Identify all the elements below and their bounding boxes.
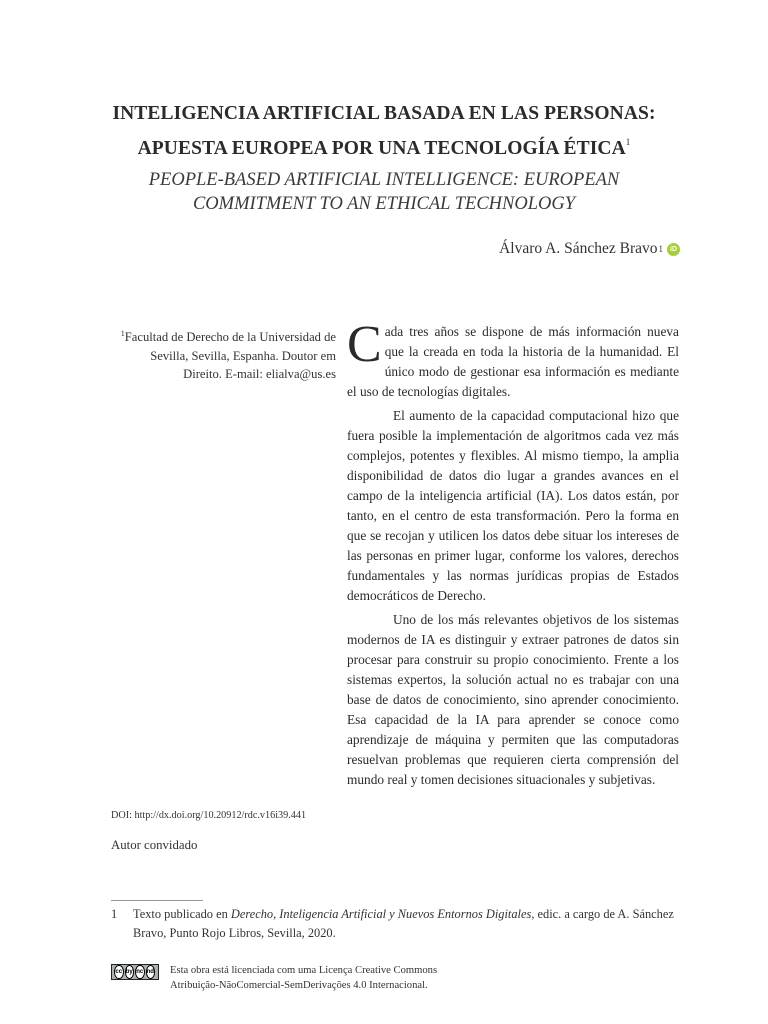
subtitle-line-2: COMMITMENT TO AN ETHICAL TECHNOLOGY [192,194,576,214]
title-line-2 [60,128,708,163]
article-subtitle [60,168,708,216]
cc-by-icon: by [125,965,135,979]
footnote-text-after: , edic. a cargo de A. Sánchez [531,907,674,921]
body-paragraph-1-text: ada tres años se dispone de más información nueva que la creada en toda la historia de la humanidad. El único modo de gestionar esa información es mediante el uso de tecnologías digitales. [347,324,679,399]
license-line-2: Atribuição-NãoComercial-SemDerivações 4.0 Internacional. [170,980,428,991]
body-paragraph-1 [347,316,679,402]
footnote-divider [111,900,203,901]
title-line-1: INTELIGENCIA ARTIFICIAL BASADA EN LAS PERSONAS: [112,103,656,124]
drop-cap: C [347,316,382,373]
subtitle-line-1: PEOPLE-BASED ARTIFICIAL INTELLIGENCE: EUROPEAN [148,170,620,190]
footnote [111,905,684,942]
author-name: Álvaro A. Sánchez Bravo [499,240,658,257]
affiliation-mark: 1 [120,329,125,338]
footnote-number: 1 [111,907,118,921]
guest-author-note: Autor convidado [111,838,198,852]
footnote-book-title: Derecho, Inteligencia Artificial y Nuevos Entornos Digitales [230,907,532,921]
affiliation-text: Facultad de Derecho de la Universidad de Sevilla, Sevilla, Espanha. Doutor em Direito. E-mail: elialva@us.es [124,330,336,381]
doi-link[interactable]: DOI: http://dx.doi.org/10.20912/rdc.v16i39.441 [111,810,307,821]
author-affiliation [114,325,336,384]
article-body [347,316,679,794]
cc-nc-icon: nc [135,965,145,979]
orcid-icon[interactable]: iD [667,243,680,256]
license-line-1: Esta obra está licenciada com uma Licença Creative Commons [170,965,438,976]
body-paragraph-2: El aumento de la capacidad computacional hizo que fuera posible la implementación de algoritmos cada vez más complejos, potentes y flexibles. Al mismo tiempo, la amplia disponibilidad de datos dio lugar a grandes avances en el campo de la inteligencia artificial (IA). Los datos están, por tanto, en el centro de esta transformación. Pero la forma en que se recojan y utilicen los datos debe situar los intereses de las personas en primer lugar, conforme los valores, derechos fundamentales y las normas jurídicas propias de Estados democráticos de Derecho. [347,408,679,603]
author-line [499,240,680,258]
cc-nd-icon: nd [146,965,156,979]
footnote-text-before: Texto publicado en [133,907,231,921]
license-text [170,963,437,993]
footnote-line-2: Bravo, Punto Rojo Libros, Sevilla, 2020. [133,925,336,940]
body-paragraph-3: Uno de los más relevantes objetivos de los sistemas modernos de IA es distinguir y extraer patrones de datos sin procesar para construir su propio conocimiento. Frente a los sistemas expertos, la solución actual no es trabajar con una base de datos de conocimiento, sino aprender conocimiento. Esa capacidad de la IA para aprender se conoce como aprendizaje de máquina y permiten que las computadoras resuelvan problemas que requieren cierta comprensión del mundo real y tomen decisiones situacionales y subjetivas. [347,612,679,787]
creative-commons-badge-icon[interactable] [111,964,159,980]
title-footnote-mark[interactable]: 1 [625,137,631,147]
article-title [60,100,708,163]
author-affiliation-mark: 1 [658,244,663,254]
footnote-line-1 [111,905,684,924]
cc-icon: cc [114,965,124,979]
title-line-2-text: APUESTA EUROPEA POR UNA TECNOLOGÍA ÉTICA [137,138,626,159]
